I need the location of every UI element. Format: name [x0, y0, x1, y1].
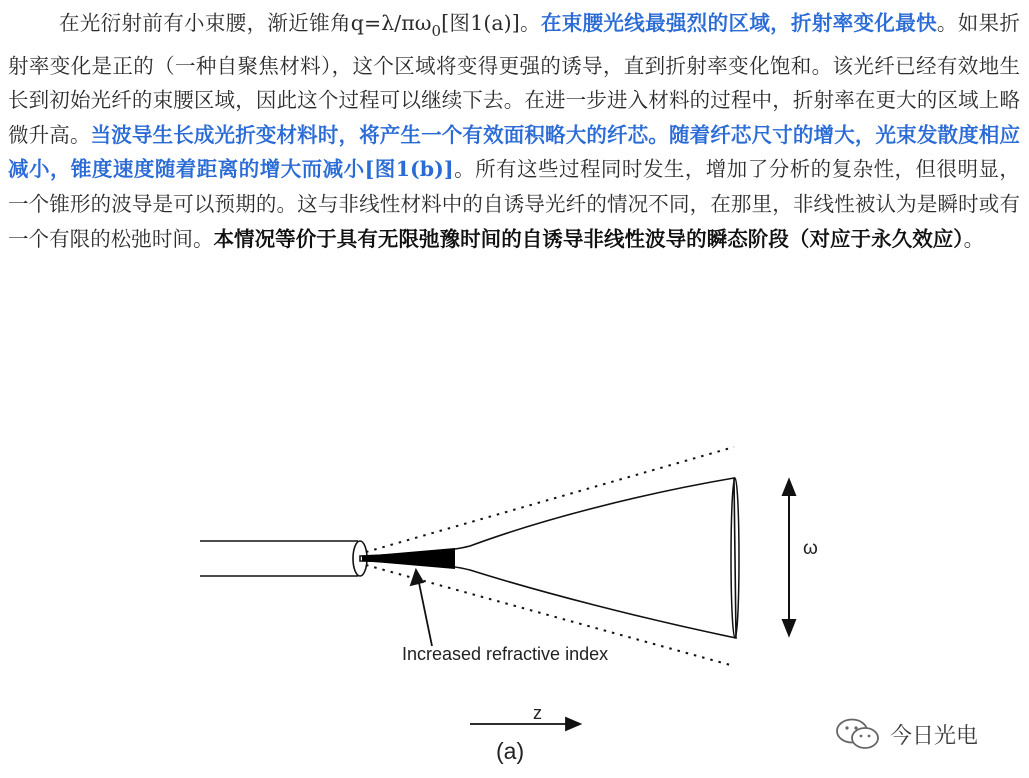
- width-arrow: [783, 480, 795, 635]
- z-label: z: [533, 703, 542, 723]
- increased-index-region: [362, 548, 455, 569]
- input-fiber: [200, 541, 367, 576]
- figure-caption: (a): [496, 738, 525, 764]
- text-run: 。: [963, 226, 985, 251]
- subscript-zero: 0: [431, 22, 442, 40]
- highlight-text: 在束腰光线最强烈的区域，折射率变化最快: [540, 11, 937, 35]
- wechat-icon: [834, 717, 882, 751]
- watermark-text: 今日光电: [890, 723, 979, 749]
- annotation-arrow: [411, 570, 432, 646]
- omega-label: ω: [803, 538, 818, 559]
- z-axis-arrow: [470, 718, 580, 730]
- text-run: 。如果折射率变化是正的（一种自聚焦材料），这个区域将变得更强的诱导，直到折射率变化饱和。该光纤已经有效地生长到初始光纤的束腰区域，因此这个过程可以继续下去。在进一步进入材料的过程中，折射率在更大的区域上略微升高。: [8, 11, 1020, 147]
- tapered-beam: [360, 478, 739, 638]
- figure-reference: [图1(a)]。: [441, 11, 541, 35]
- bold-text: 本情况等价于具有无限弛豫时间的自诱导非线性波导的瞬态阶段（对应于永久效应）: [213, 226, 964, 251]
- wechat-watermark: [834, 716, 978, 752]
- annotation-label: Increased refractive index: [402, 644, 609, 664]
- highlight-text: 当波导生长成光折变材料时，将产生一个有效面积略大的纤芯。随着纤芯尺寸的增大，光束发散度相应减小，锥度速度随着距离的增大而减小[图1(b)]: [8, 122, 1020, 182]
- article-body: [8, 6, 1020, 256]
- paragraph: [8, 6, 1020, 256]
- text-run: 在光衍射前有小束腰，渐近锥角q=λ/πω: [59, 11, 432, 35]
- text-run: 。所有这些过程同时发生，增加了分析的复杂性，但很明显，一个锥形的波导是可以预期的。这与非线性材料中的自诱导光纤的情况不同，在那里，非线性被认为是瞬时或有一个有限的松弛时间。: [8, 157, 1020, 251]
